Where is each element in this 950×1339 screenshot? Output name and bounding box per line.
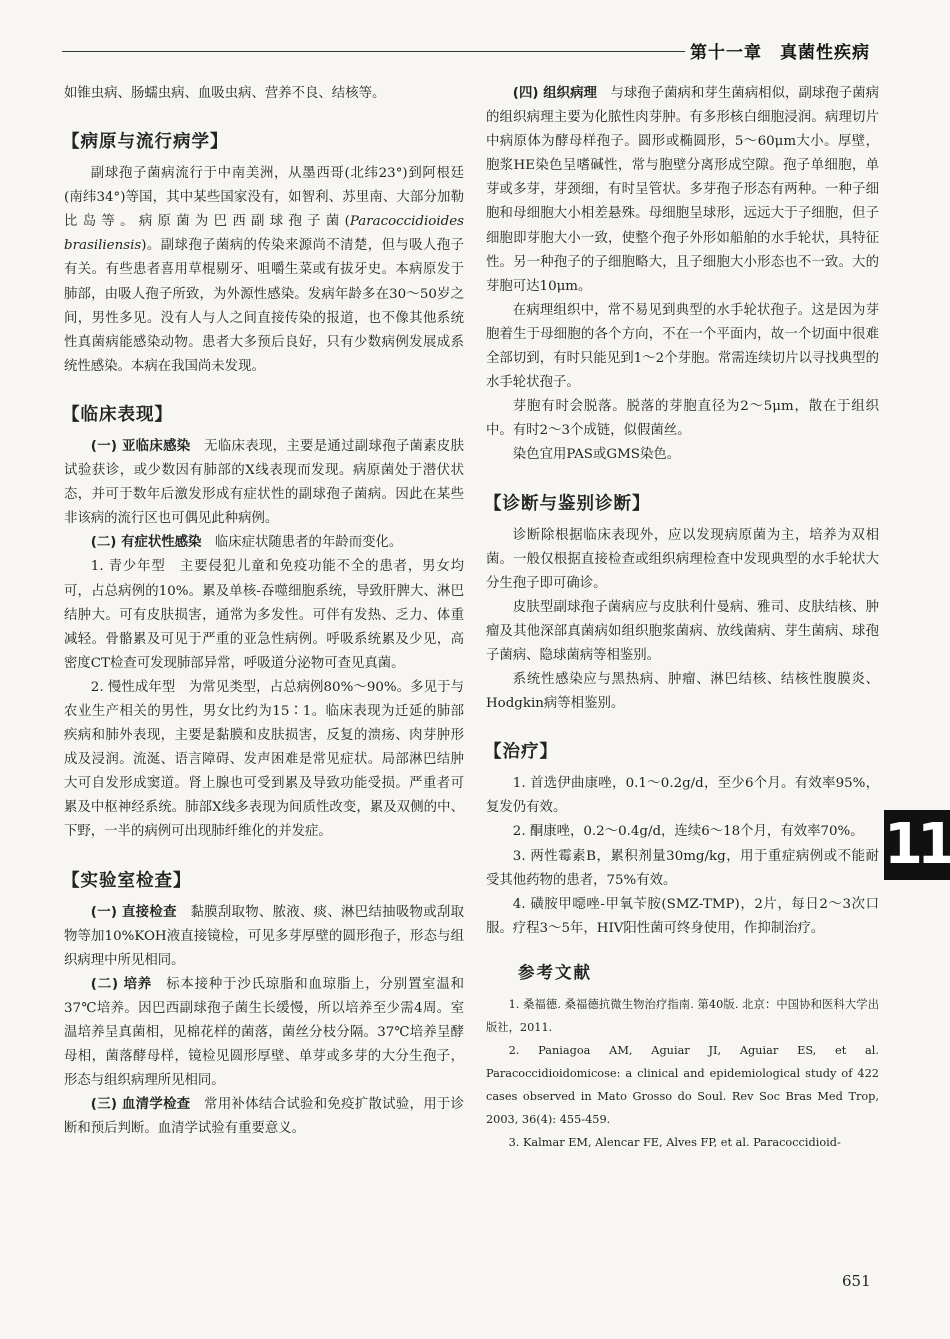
direct-exam-text: 黏膜刮取物、脓液、痰、淋巴结抽吸物或刮取物等加10%KOH液直接镜检，可见多芽厚壁的圆形孢子，形态与组织病理中所见相同。	[64, 904, 464, 968]
clinical-subclinical-paragraph	[64, 435, 464, 531]
juvenile-type-paragraph: 1. 青少年型 主要侵犯儿童和免疫功能不全的患者，男女均可，占总病例的10%。累及单核-吞噬细胞系统，导致肝脾大、淋巴结肿大。可有皮肤损害，通常为多发性。可伴有发热、乏力、体重减轻。骨骼累及可见于严重的亚急性病例。呼吸系统累及少见，高密度CT检查可发现肺部异常，呼吸道分泌物可查见真菌。	[64, 559, 464, 671]
intro-continuation: 如锥虫病、肠蠕虫病、血吸虫病、营养不良、结核等。	[64, 86, 386, 101]
treatment-item-1: 1. 首选伊曲康唑，0.1～0.2g/d，至少6个月。有效率95%，复发仍有效。	[486, 776, 879, 816]
treatment-item-4: 4. 磺胺甲噁唑-甲氧苄胺(SMZ-TMP)，2片，每日2～3次口服。疗程3～5年，HIV阳性菌可终身使用，作抑制治疗。	[486, 896, 879, 936]
subclinical-text: 无临床表现，主要是通过副球孢子菌素皮肤试验获诊，或少数因有肺部的X线表现而发现。病原菌处于潜伏状态，并可于数年后激发形成有症状性的副球孢子菌病。因此在某些非该病的流行区也可偶见此种病例。	[64, 438, 465, 527]
section-heading-clinical: 【临床表现】	[62, 404, 173, 425]
histopathology-paragraph	[486, 82, 879, 299]
reference-item: 2. Paniagoa AM, Aguiar JI, Aguiar ES, et al. Paracoccidioidomicose: a clinical and epidemiological study of 422 cases observed in Mato Grosso do Soul. Rev Soc Bras Med Trop, 2003, 36(4): 455-459.	[486, 1043, 879, 1126]
chapter-title: 第十一章 真菌性疾病	[690, 43, 870, 63]
culture-paragraph	[64, 973, 464, 1093]
subheading-culture: (二) 培养	[90, 976, 153, 992]
culture-text: 标本接种于沙氏琼脂和血琼脂上，分别置室温和37℃培养。因巴西副球孢子菌生长缓慢，所以培养至少需4周。室温培养呈真菌相，见棉花样的菌落，菌丝分枝分隔。37℃培养呈酵母相，菌落酵母样，镜检见圆形厚壁、单芽或多芽的大分生孢子，形态与组织病理所见相同。	[64, 976, 464, 1089]
section-heading-diagnosis: 【诊断与鉴别诊断】	[484, 493, 651, 514]
treatment-item-3: 3. 两性霉素B，累积剂量30mg/kg，用于重症病例或不能耐受其他药物的患者，75%有效。	[486, 848, 879, 888]
header-rule	[62, 51, 685, 52]
diagnosis-paragraph-2: 皮肤型副球孢子菌病应与皮肤利什曼病、雅司、皮肤结核、肿瘤及其他深部真菌病如组织胞浆菌病、放线菌病、芽生菌病、球孢子菌病、隐球菌病等相鉴别。	[486, 599, 879, 663]
section-heading-lab: 【实验室检查】	[62, 870, 192, 891]
histopathology-paragraph-2: 在病理组织中，常不易见到典型的水手轮状孢子。这是因为芽胞着生于母细胞的各个方向，不在一个平面内，故一个切面中很难全部切到，有时只能见到1～2个芽胞。常需连续切片以寻找典型的水手轮状孢子。	[486, 302, 879, 391]
serology-paragraph	[64, 1093, 464, 1141]
histopathology-paragraph-4: 染色宜用PAS或GMS染色。	[512, 447, 681, 463]
histopathology-paragraph-3: 芽胞有时会脱落。脱落的芽胞直径为2～5μm，散在于组织中。有时2～3个成链，似假菌丝。	[486, 399, 879, 439]
histopathology-text: 与球孢子菌病和芽生菌病相似，副球孢子菌病的组织病理主要为化脓性肉芽肿。有多形核白细胞浸润。病理切片中病原体为酵母样孢子。圆形或椭圆形，5～60μm大小。厚壁，胞浆HE染色呈嗜碱性，常与胞壁分离形成空隙。孢子单细胞，单芽或多芽，芽颈细，有时呈管状。多芽孢子形态有两种。一种子细胞和母细胞大小相差悬殊。母细胞呈球形，远远大于子细胞，但子细胞即芽胞大小一致，使整个孢子外形如船舶的水手轮状，具特征性。另一种孢子的子细胞略大，且子细胞大小形态也不一致。大的芽胞可达10μm。	[486, 86, 879, 294]
direct-exam-paragraph	[64, 901, 464, 973]
diagnosis-paragraph-1: 诊断除根据临床表现外，应以发现病原菌为主，培养为双相菌。一般仅根据直接检查或组织病理检查中发现典型的水手轮状大分生孢子即可确诊。	[486, 527, 879, 591]
diagnosis-paragraph-3: 系统性感染应与黑热病、肿瘤、淋巴结核、结核性腹膜炎、Hodgkin病等相鉴别。	[486, 672, 879, 712]
subheading-serology: (三) 血清学检查	[90, 1097, 191, 1113]
left-column	[64, 82, 464, 1141]
treatment-item-2: 2. 酮康唑，0.2～0.4g/d，连续6～18个月，有效率70%。	[512, 824, 864, 840]
subheading-direct-exam: (一) 直接检查	[90, 904, 177, 920]
references-heading: 参考文献	[518, 962, 592, 982]
epidemiology-paragraph	[64, 162, 464, 379]
section-heading-treatment: 【治疗】	[484, 742, 558, 763]
epidemiology-text-b: )。副球孢子菌病的传染来源尚不清楚，但与吸人孢子有关。有些患者喜用草棍剔牙、咀嚼生菜或有拔牙史。本病原发于肺部，由吸人孢子所致，为外源性感染。发病年龄多在30～50岁之间，男性多见。没有人与人之间直接传染的报道，也不像其他系统性真菌病能感染动物。患者大多预后良好，只有少数病例发展成系统性感染。本病在我国尚未发现。	[64, 238, 464, 374]
section-heading-epidemiology: 【病原与流行病学】	[62, 132, 229, 153]
subheading-histopathology: (四) 组织病理	[512, 86, 597, 101]
page-number: 651	[842, 1272, 871, 1290]
serology-text: 常用补体结合试验和免疫扩散试验，用于诊断和预后判断。血清学试验有重要意义。	[64, 1097, 465, 1137]
subheading-symptomatic: (二) 有症状性感染	[90, 535, 202, 551]
reference-item: 1. 桑福德. 桑福德抗微生物治疗指南. 第40版. 北京：中国协和医科大学出版社，2011.	[486, 997, 879, 1034]
symptomatic-text: 临床症状随患者的年龄而变化。	[201, 535, 403, 551]
right-column	[486, 82, 879, 1154]
subheading-subclinical: (一) 亚临床感染	[90, 438, 191, 454]
reference-item: 3. Kalmar EM, Alencar FE, Alves FP, et al. Paracoccidioid-	[508, 1135, 841, 1149]
epidemiology-text-a: 副球孢子菌病流行于中南美洲，从墨西哥(北纬23°)到阿根廷(南纬34°)等国，其中某些国家没有，如智利、苏里南、大部分加勒比岛等。病原菌为巴西副球孢子菌(	[64, 166, 464, 230]
chapter-tab: 11	[884, 810, 950, 880]
species-name: Paracoccidioides brasiliensis	[64, 214, 464, 254]
clinical-symptomatic-paragraph	[64, 531, 464, 555]
chronic-adult-type-paragraph: 2. 慢性成年型 为常见类型，占总病例80%～90%。多见于与农业生产相关的男性，男女比约为15∶1。临床表现为迁延的肺部疾病和肺外表现，主要是黏膜和皮肤损害，反复的溃疡、肉芽肿形成及浸润。流涎、语言障碍、发声困难是常见症状。局部淋巴结肿大可自发形成窦道。肾上腺也可受到累及导致功能受损。严重者可累及中枢神经系统。肺部X线多表现为间质性改变，累及双侧的中、下野，一半的病例可出现肺纤维化的并发症。	[64, 679, 464, 840]
